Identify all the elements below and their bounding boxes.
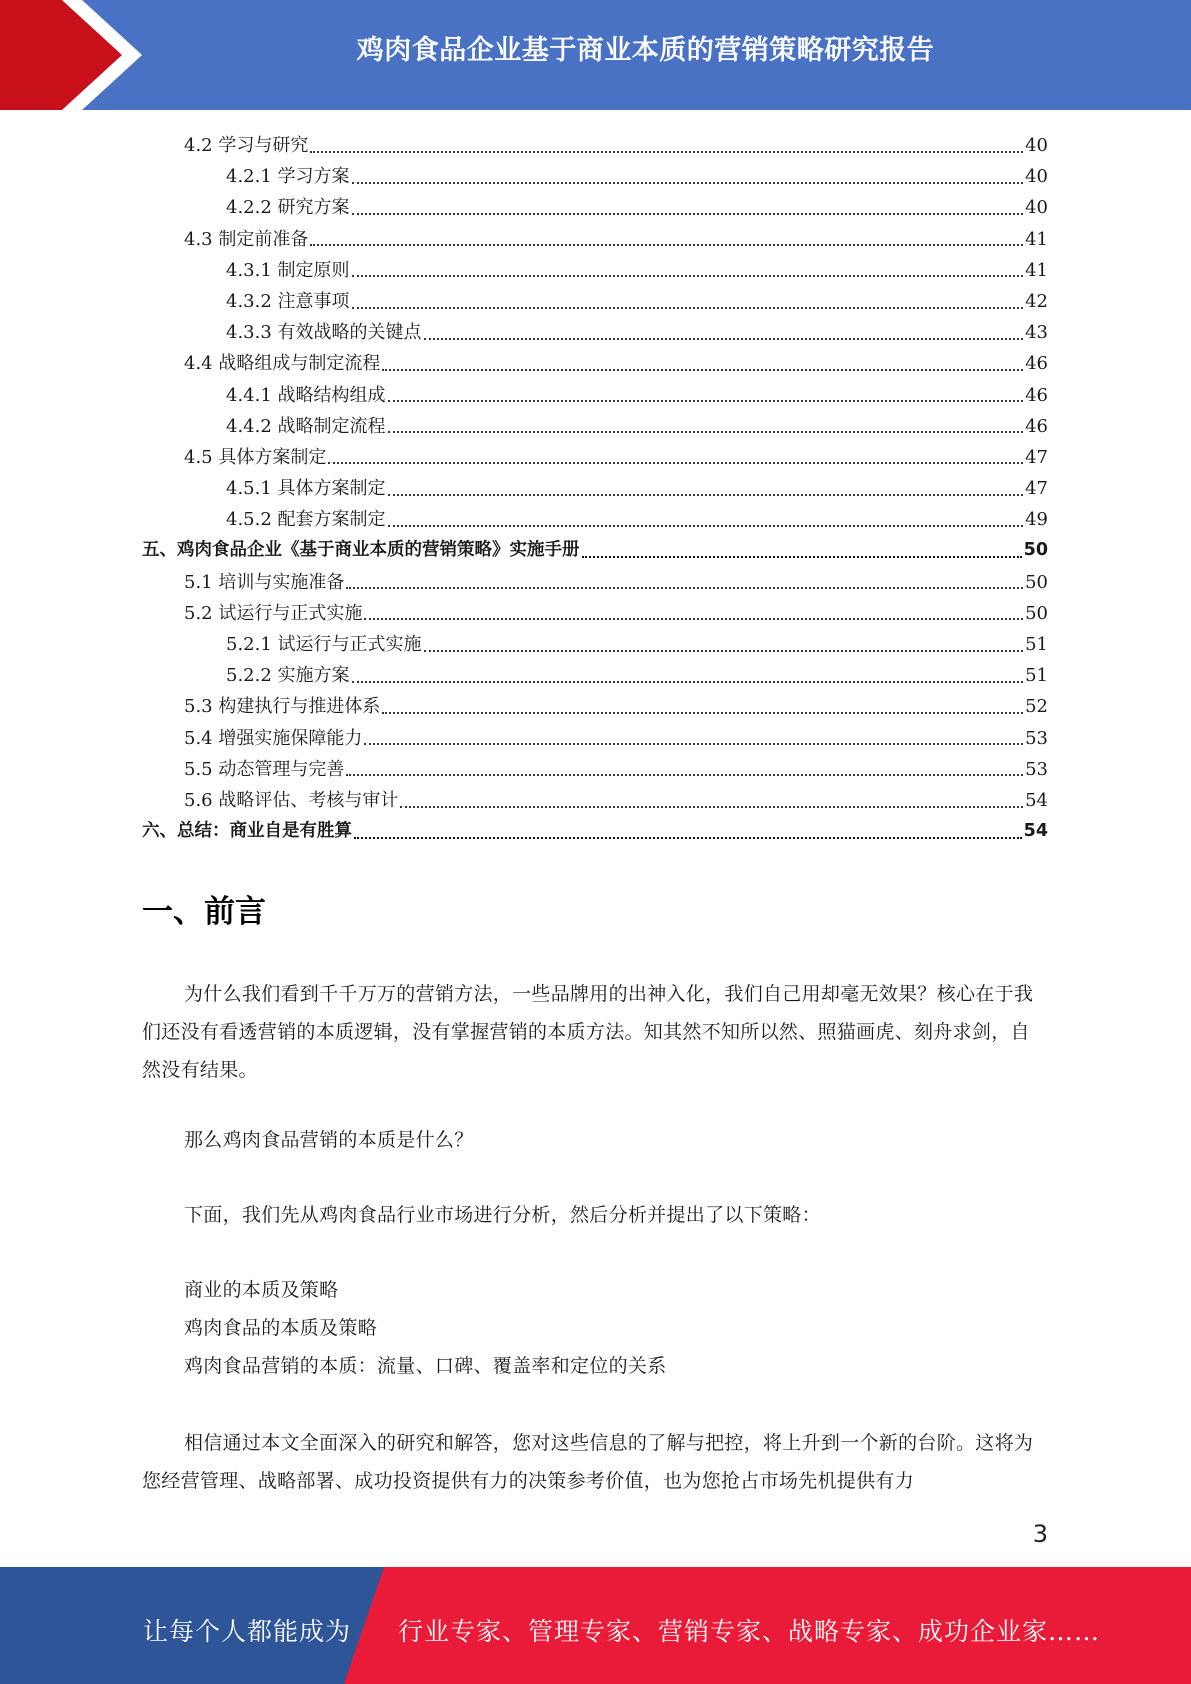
- toc-leader-dots: [352, 681, 1024, 683]
- toc-entry[interactable]: [142, 317, 1048, 348]
- toc-entry-label: 5.2 试运行与正式实施: [184, 602, 363, 624]
- toc-entry-label: 4.2.2 研究方案: [226, 197, 350, 219]
- page-footer: [0, 1567, 1191, 1684]
- page-header: [0, 0, 1191, 110]
- toc-entry[interactable]: [142, 442, 1048, 473]
- toc-entry[interactable]: [142, 567, 1048, 598]
- toc-entry-page: 50: [1025, 602, 1048, 624]
- toc-entry-page: 54: [1023, 821, 1048, 842]
- toc-entry-page: 43: [1025, 322, 1048, 344]
- toc-entry-page: 46: [1025, 415, 1048, 437]
- toc-leader-dots: [352, 275, 1024, 277]
- toc-leader-dots: [352, 213, 1024, 215]
- toc-entry-page: 47: [1025, 478, 1048, 500]
- list-item: 鸡肉食品营销的本质：流量、口碑、覆盖率和定位的关系: [184, 1355, 667, 1377]
- toc-entry[interactable]: [142, 286, 1048, 317]
- toc-entry-page: 53: [1025, 758, 1048, 780]
- header-chevron-decoration: [0, 0, 200, 110]
- toc-entry-label: 4.4 战略组成与制定流程: [184, 353, 381, 375]
- toc-entry-label: 5.1 培训与实施准备: [184, 571, 345, 593]
- list-item: 商业的本质及策略: [184, 1279, 339, 1301]
- toc-entry-page: 50: [1025, 571, 1048, 593]
- toc-entry[interactable]: [142, 161, 1048, 192]
- list-item: 鸡肉食品的本质及策略: [184, 1317, 378, 1339]
- footer-slogan-left: 让每个人都能成为: [143, 1617, 352, 1646]
- toc-leader-dots: [310, 151, 1023, 153]
- toc-entry-page: 54: [1025, 789, 1048, 811]
- paragraph-intro: 为什么我们看到千千万万的营销方法，一些品牌用的出神入化，我们自己用却毫无效果？核心在于我们还没有看透营销的本质逻辑，没有掌握营销的本质方法。知其然不知所以然、照猫画虎、刻舟求剑，自然没有结果。: [142, 983, 1034, 1081]
- toc-entry-page: 47: [1025, 446, 1048, 468]
- toc-entry[interactable]: [142, 598, 1048, 629]
- toc-leader-dots: [352, 307, 1024, 309]
- toc-leader-dots: [310, 244, 1023, 246]
- toc-leader-dots: [388, 494, 1024, 496]
- toc-leader-dots: [388, 431, 1024, 433]
- toc-entry-page: 51: [1025, 634, 1048, 655]
- toc-leader-dots: [364, 618, 1023, 620]
- toc-entry[interactable]: [142, 535, 1048, 566]
- toc-entry[interactable]: [142, 224, 1048, 255]
- toc-entry[interactable]: [142, 785, 1048, 816]
- toc-entry[interactable]: [142, 348, 1048, 379]
- toc-entry-page: 51: [1025, 665, 1048, 687]
- toc-entry-label: 4.4.2 战略制定流程: [226, 415, 386, 437]
- toc-entry[interactable]: [142, 754, 1048, 785]
- toc-entry[interactable]: [142, 411, 1048, 442]
- toc-entry-page: 50: [1023, 540, 1048, 561]
- header-title: 鸡肉食品企业基于商业本质的营销策略研究报告: [356, 35, 935, 66]
- paragraph-conclusion: 相信通过本文全面深入的研究和解答，您对这些信息的了解与把控，将上升到一个新的台阶。这将为您经营管理、战略部署、成功投资提供有力的决策参考价值，也为您抢占市场先机提供有力: [142, 1432, 1034, 1492]
- toc-entry-page: 52: [1025, 696, 1048, 718]
- toc-leader-dots: [328, 462, 1023, 464]
- toc-leader-dots: [400, 806, 1023, 808]
- toc-entry-label: 4.3.3 有效战略的关键点: [226, 322, 422, 344]
- toc-leader-dots: [388, 525, 1024, 527]
- toc-leader-dots: [424, 650, 1024, 652]
- toc-entry[interactable]: [142, 192, 1048, 223]
- toc-entry-label: 4.5.2 配套方案制定: [226, 509, 386, 531]
- toc-entry-label: 五、鸡肉食品企业《基于商业本质的营销策略》实施手册: [142, 540, 580, 561]
- table-of-contents: [142, 130, 1048, 847]
- toc-entry[interactable]: [142, 504, 1048, 535]
- toc-entry-label: 5.2.2 实施方案: [226, 665, 350, 687]
- toc-leader-dots: [382, 369, 1023, 371]
- toc-entry-label: 4.2.1 学习方案: [226, 166, 350, 188]
- toc-leader-dots: [346, 587, 1023, 589]
- toc-leader-dots: [354, 837, 1022, 839]
- toc-entry-page: 41: [1025, 228, 1048, 250]
- toc-entry-page: 40: [1025, 135, 1048, 156]
- toc-leader-dots: [388, 400, 1024, 402]
- toc-entry-label: 六、总结：商业自是有胜算: [142, 821, 352, 842]
- toc-entry[interactable]: [142, 660, 1048, 691]
- toc-entry[interactable]: [142, 380, 1048, 411]
- toc-entry-label: 4.4.1 战略结构组成: [226, 384, 386, 406]
- toc-entry[interactable]: [142, 255, 1048, 286]
- toc-entry-label: 4.2 学习与研究: [184, 135, 309, 156]
- toc-entry-label: 5.2.1 试运行与正式实施: [226, 634, 422, 655]
- paragraph-strategy-intro: 下面，我们先从鸡肉食品行业市场进行分析，然后分析并提出了以下策略：: [184, 1204, 821, 1226]
- toc-entry-page: 46: [1025, 384, 1048, 406]
- toc-entry[interactable]: [142, 629, 1048, 660]
- toc-leader-dots: [424, 338, 1024, 340]
- toc-leader-dots: [346, 774, 1023, 776]
- toc-entry[interactable]: [142, 473, 1048, 504]
- toc-entry-page: 41: [1025, 259, 1048, 281]
- toc-entry-page: 40: [1025, 166, 1048, 188]
- toc-entry-label: 5.4 增强实施保障能力: [184, 727, 363, 749]
- toc-entry-label: 4.5.1 具体方案制定: [226, 478, 386, 500]
- footer-slogan-right: 行业专家、管理专家、营销专家、战略专家、成功企业家……: [398, 1617, 1101, 1646]
- toc-entry-page: 46: [1025, 353, 1048, 375]
- toc-leader-dots: [352, 182, 1024, 184]
- toc-entry[interactable]: [142, 130, 1048, 161]
- toc-entry-label: 4.3.1 制定原则: [226, 259, 350, 281]
- toc-entry-page: 42: [1025, 290, 1048, 312]
- toc-entry[interactable]: [142, 691, 1048, 722]
- page-number: 3: [1032, 1520, 1048, 1548]
- toc-entry-label: 4.5 具体方案制定: [184, 446, 327, 468]
- toc-leader-dots: [382, 712, 1023, 714]
- paragraph-question: 那么鸡肉食品营销的本质是什么？: [184, 1129, 474, 1151]
- toc-entry-label: 5.3 构建执行与推进体系: [184, 696, 381, 718]
- toc-entry-page: 49: [1025, 509, 1048, 531]
- toc-entry-label: 4.3.2 注意事项: [226, 290, 350, 312]
- toc-entry-label: 4.3 制定前准备: [184, 228, 309, 250]
- toc-entry[interactable]: [142, 816, 1048, 847]
- toc-entry-page: 53: [1025, 727, 1048, 749]
- toc-leader-dots: [364, 743, 1023, 745]
- toc-entry[interactable]: [142, 723, 1048, 754]
- toc-entry-label: 5.5 动态管理与完善: [184, 758, 345, 780]
- toc-entry-label: 5.6 战略评估、考核与审计: [184, 789, 399, 811]
- toc-entry-page: 40: [1025, 197, 1048, 219]
- toc-leader-dots: [582, 556, 1022, 558]
- section-heading: 一、前言: [142, 894, 266, 930]
